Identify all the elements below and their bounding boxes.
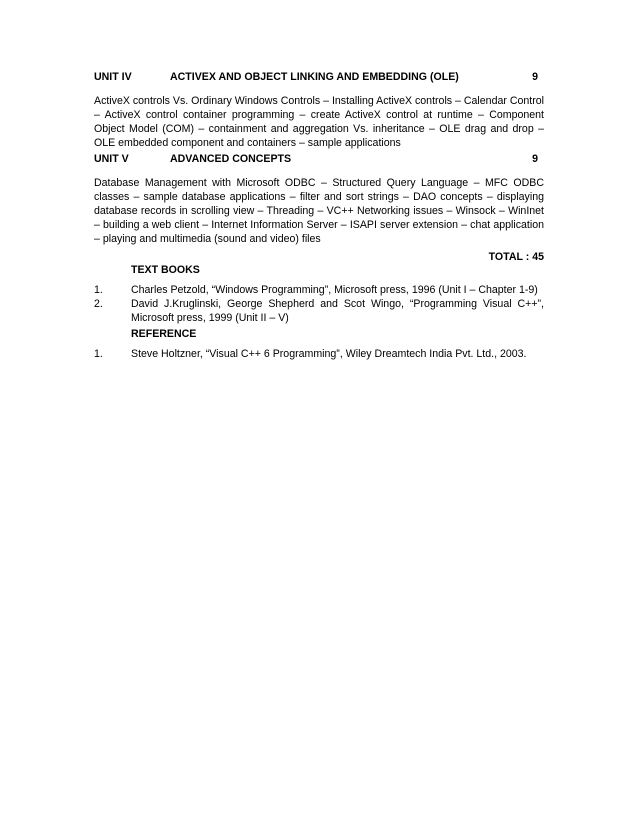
item-index: 1. bbox=[94, 348, 103, 360]
reference-heading: REFERENCE bbox=[131, 328, 197, 340]
unit-number: UNIT V bbox=[94, 153, 129, 165]
unit-v-syllabus: Database Management with Microsoft ODBC – Structured Query Language – MFC ODBC classes – sample database applications – filter and sort strings – DAO concepts – displaying database records in scrolling view – Threading – VC++ Networking issues – Winsock – WinInet – building a web client – Internet Information Server – ISAPI server extension – chat application – playing and multimedia (sound and video) files bbox=[94, 177, 544, 245]
item-index: 2. bbox=[94, 298, 103, 310]
item-text: Charles Petzold, “Windows Programming”, Microsoft press, 1996 (Unit I – Chapter 1-9) bbox=[131, 284, 538, 296]
unit-iv-heading bbox=[94, 70, 544, 84]
reference-item bbox=[94, 347, 544, 361]
unit-title: ACTIVEX AND OBJECT LINKING AND EMBEDDING (OLE) bbox=[170, 71, 459, 83]
unit-number: UNIT IV bbox=[94, 71, 132, 83]
unit-hours: 9 bbox=[532, 71, 538, 83]
unit-iv-section bbox=[94, 70, 544, 150]
textbook-item bbox=[94, 283, 544, 297]
unit-iv-syllabus: ActiveX controls Vs. Ordinary Windows Controls – Installing ActiveX controls – Calendar Control – ActiveX control container programming – create ActiveX control at runtime – Component Object Model (COM) – containment and aggregation Vs. inheritance – OLE drag and drop – OLE embedded component and containers – sample applications bbox=[94, 95, 544, 149]
item-text: David J.Kruglinski, George Shepherd and Scot Wingo, “Programming Visual C++”, Microsoft press, 1999 (Unit II – V) bbox=[131, 298, 544, 324]
unit-hours: 9 bbox=[532, 153, 538, 165]
item-index: 1. bbox=[94, 284, 103, 296]
unit-title: ADVANCED CONCEPTS bbox=[170, 153, 292, 165]
item-text: Steve Holtzner, “Visual C++ 6 Programming”, Wiley Dreamtech India Pvt. Ltd., 2003. bbox=[131, 348, 527, 360]
total-hours: TOTAL : 45 bbox=[488, 251, 544, 263]
unit-v-section bbox=[94, 152, 544, 246]
textbook-item bbox=[94, 297, 544, 325]
unit-v-heading bbox=[94, 152, 544, 166]
textbooks-heading: TEXT BOOKS bbox=[131, 264, 200, 276]
